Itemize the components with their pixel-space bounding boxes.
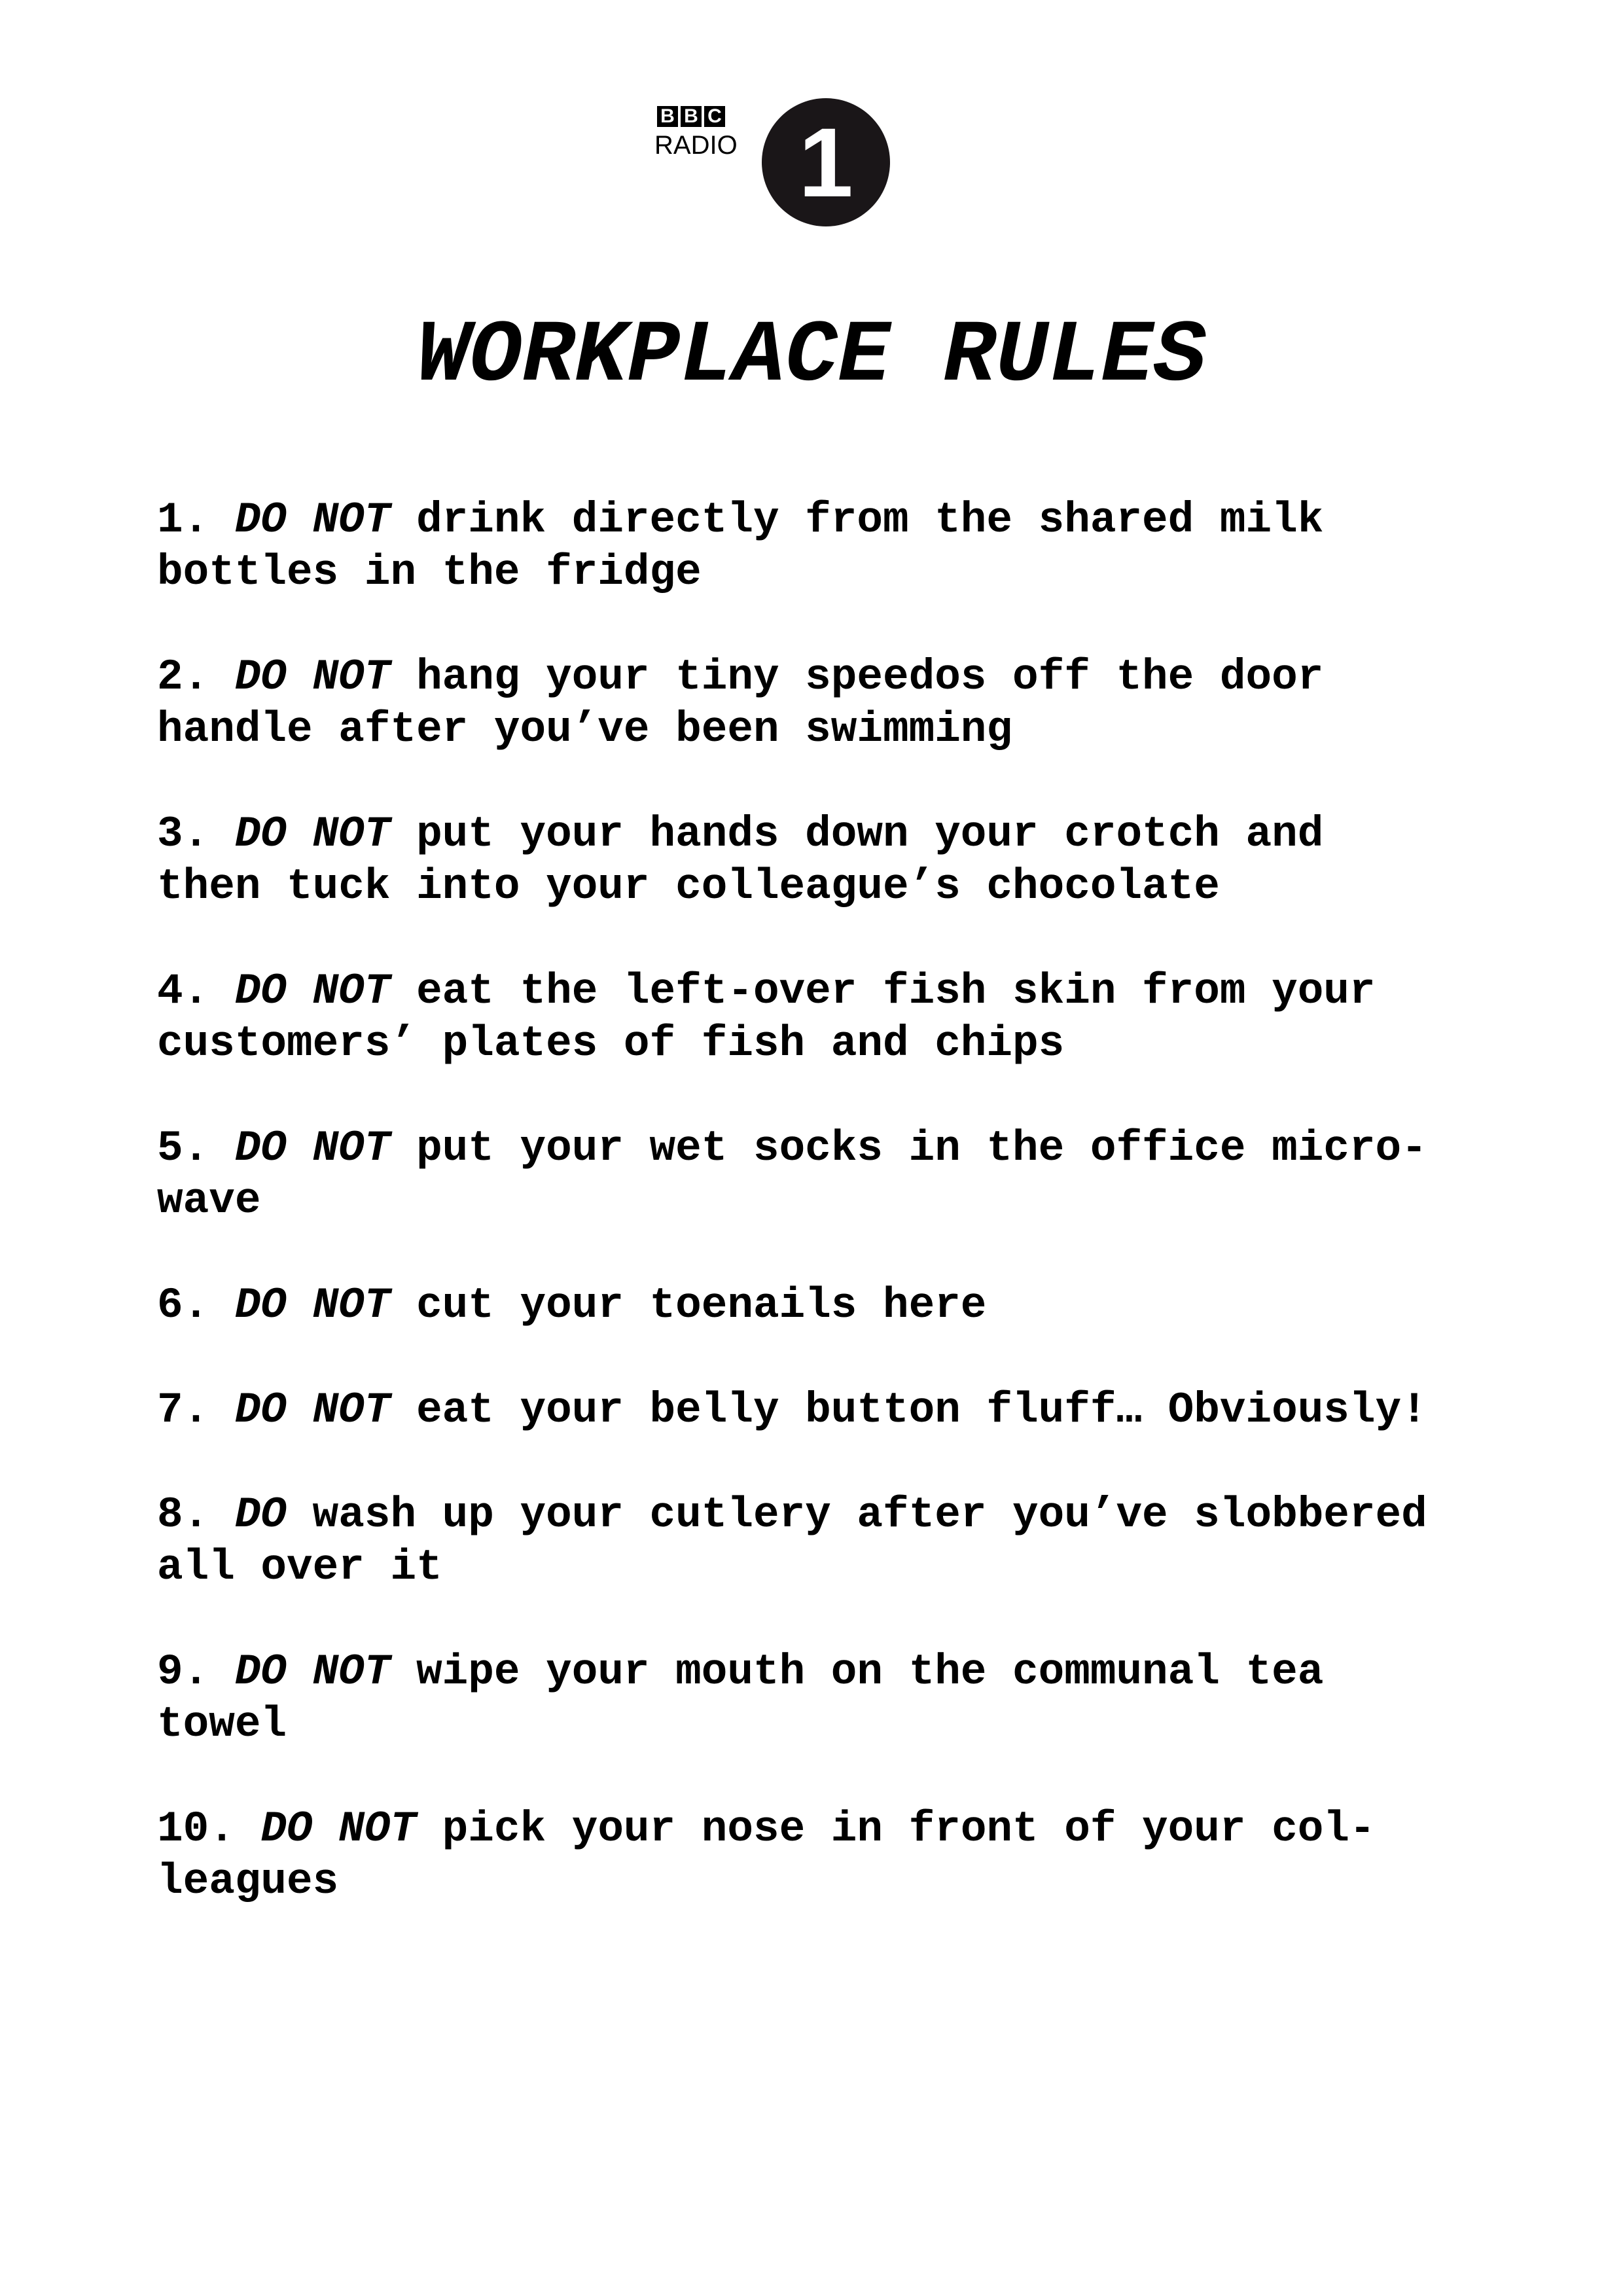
rule-number: 7. bbox=[157, 1386, 209, 1435]
rule-emphasis: DO NOT bbox=[234, 810, 391, 859]
rule-number: 2. bbox=[157, 653, 209, 702]
bbc-radio-1-logo bbox=[652, 98, 894, 229]
page-title: WORKPLACE RULES bbox=[416, 307, 1207, 406]
bbc-letter-b2: B bbox=[681, 106, 702, 127]
rule-emphasis: DO NOT bbox=[234, 1124, 391, 1173]
bbc-letter-b1: B bbox=[657, 106, 678, 127]
rule-number: 1. bbox=[157, 495, 209, 545]
rules-list bbox=[157, 494, 1518, 1960]
rule-item bbox=[157, 1384, 1518, 1437]
rule-emphasis: DO NOT bbox=[234, 1647, 391, 1696]
rule-emphasis: DO NOT bbox=[234, 967, 391, 1016]
rule-item bbox=[157, 1489, 1518, 1594]
rule-item bbox=[157, 1122, 1518, 1227]
radio-label: RADIO bbox=[654, 131, 738, 160]
rule-text: wipe your mouth on the communal tea towel bbox=[157, 1647, 1324, 1749]
rule-number: 6. bbox=[157, 1281, 209, 1330]
rule-text: eat the left-over fish skin from your customers’ plates of fish and chips bbox=[157, 967, 1376, 1068]
rule-number: 4. bbox=[157, 967, 209, 1016]
rule-number: 10. bbox=[157, 1804, 235, 1854]
station-number-disc: 1 bbox=[762, 98, 890, 226]
rule-number: 3. bbox=[157, 810, 209, 859]
rule-emphasis: DO NOT bbox=[234, 1281, 391, 1330]
rule-text: drink directly from the shared milk bottles in the fridge bbox=[157, 495, 1324, 597]
rule-text: eat your belly button fluff… Obviously! bbox=[390, 1386, 1427, 1435]
rule-text: pick your nose in front of your col- leagues bbox=[157, 1804, 1376, 1906]
rule-item bbox=[157, 1280, 1518, 1332]
rule-number: 8. bbox=[157, 1490, 209, 1539]
rule-item bbox=[157, 1646, 1518, 1751]
rule-item bbox=[157, 494, 1518, 599]
bbc-wordmark bbox=[657, 106, 725, 127]
rule-text: put your wet socks in the office micro- wave bbox=[157, 1124, 1427, 1225]
rule-item bbox=[157, 965, 1518, 1070]
rule-emphasis: DO bbox=[234, 1490, 287, 1539]
rule-emphasis: DO NOT bbox=[234, 495, 391, 545]
rule-emphasis: DO NOT bbox=[234, 653, 391, 702]
rule-number: 9. bbox=[157, 1647, 209, 1696]
rule-text: put your hands down your crotch and then tuck into your colleague’s chocolate bbox=[157, 810, 1324, 911]
rule-item bbox=[157, 808, 1518, 913]
rule-text: hang your tiny speedos off the door handle after you’ve been swimming bbox=[157, 653, 1324, 754]
rule-text: cut your toenails here bbox=[390, 1281, 987, 1330]
rule-item bbox=[157, 651, 1518, 756]
rule-emphasis: DO NOT bbox=[234, 1386, 391, 1435]
bbc-letter-c: C bbox=[704, 106, 725, 127]
rule-item bbox=[157, 1803, 1518, 1908]
rule-number: 5. bbox=[157, 1124, 209, 1173]
rule-emphasis: DO NOT bbox=[260, 1804, 417, 1854]
rule-text: wash up your cutlery after you’ve slobbered all over it bbox=[157, 1490, 1427, 1592]
